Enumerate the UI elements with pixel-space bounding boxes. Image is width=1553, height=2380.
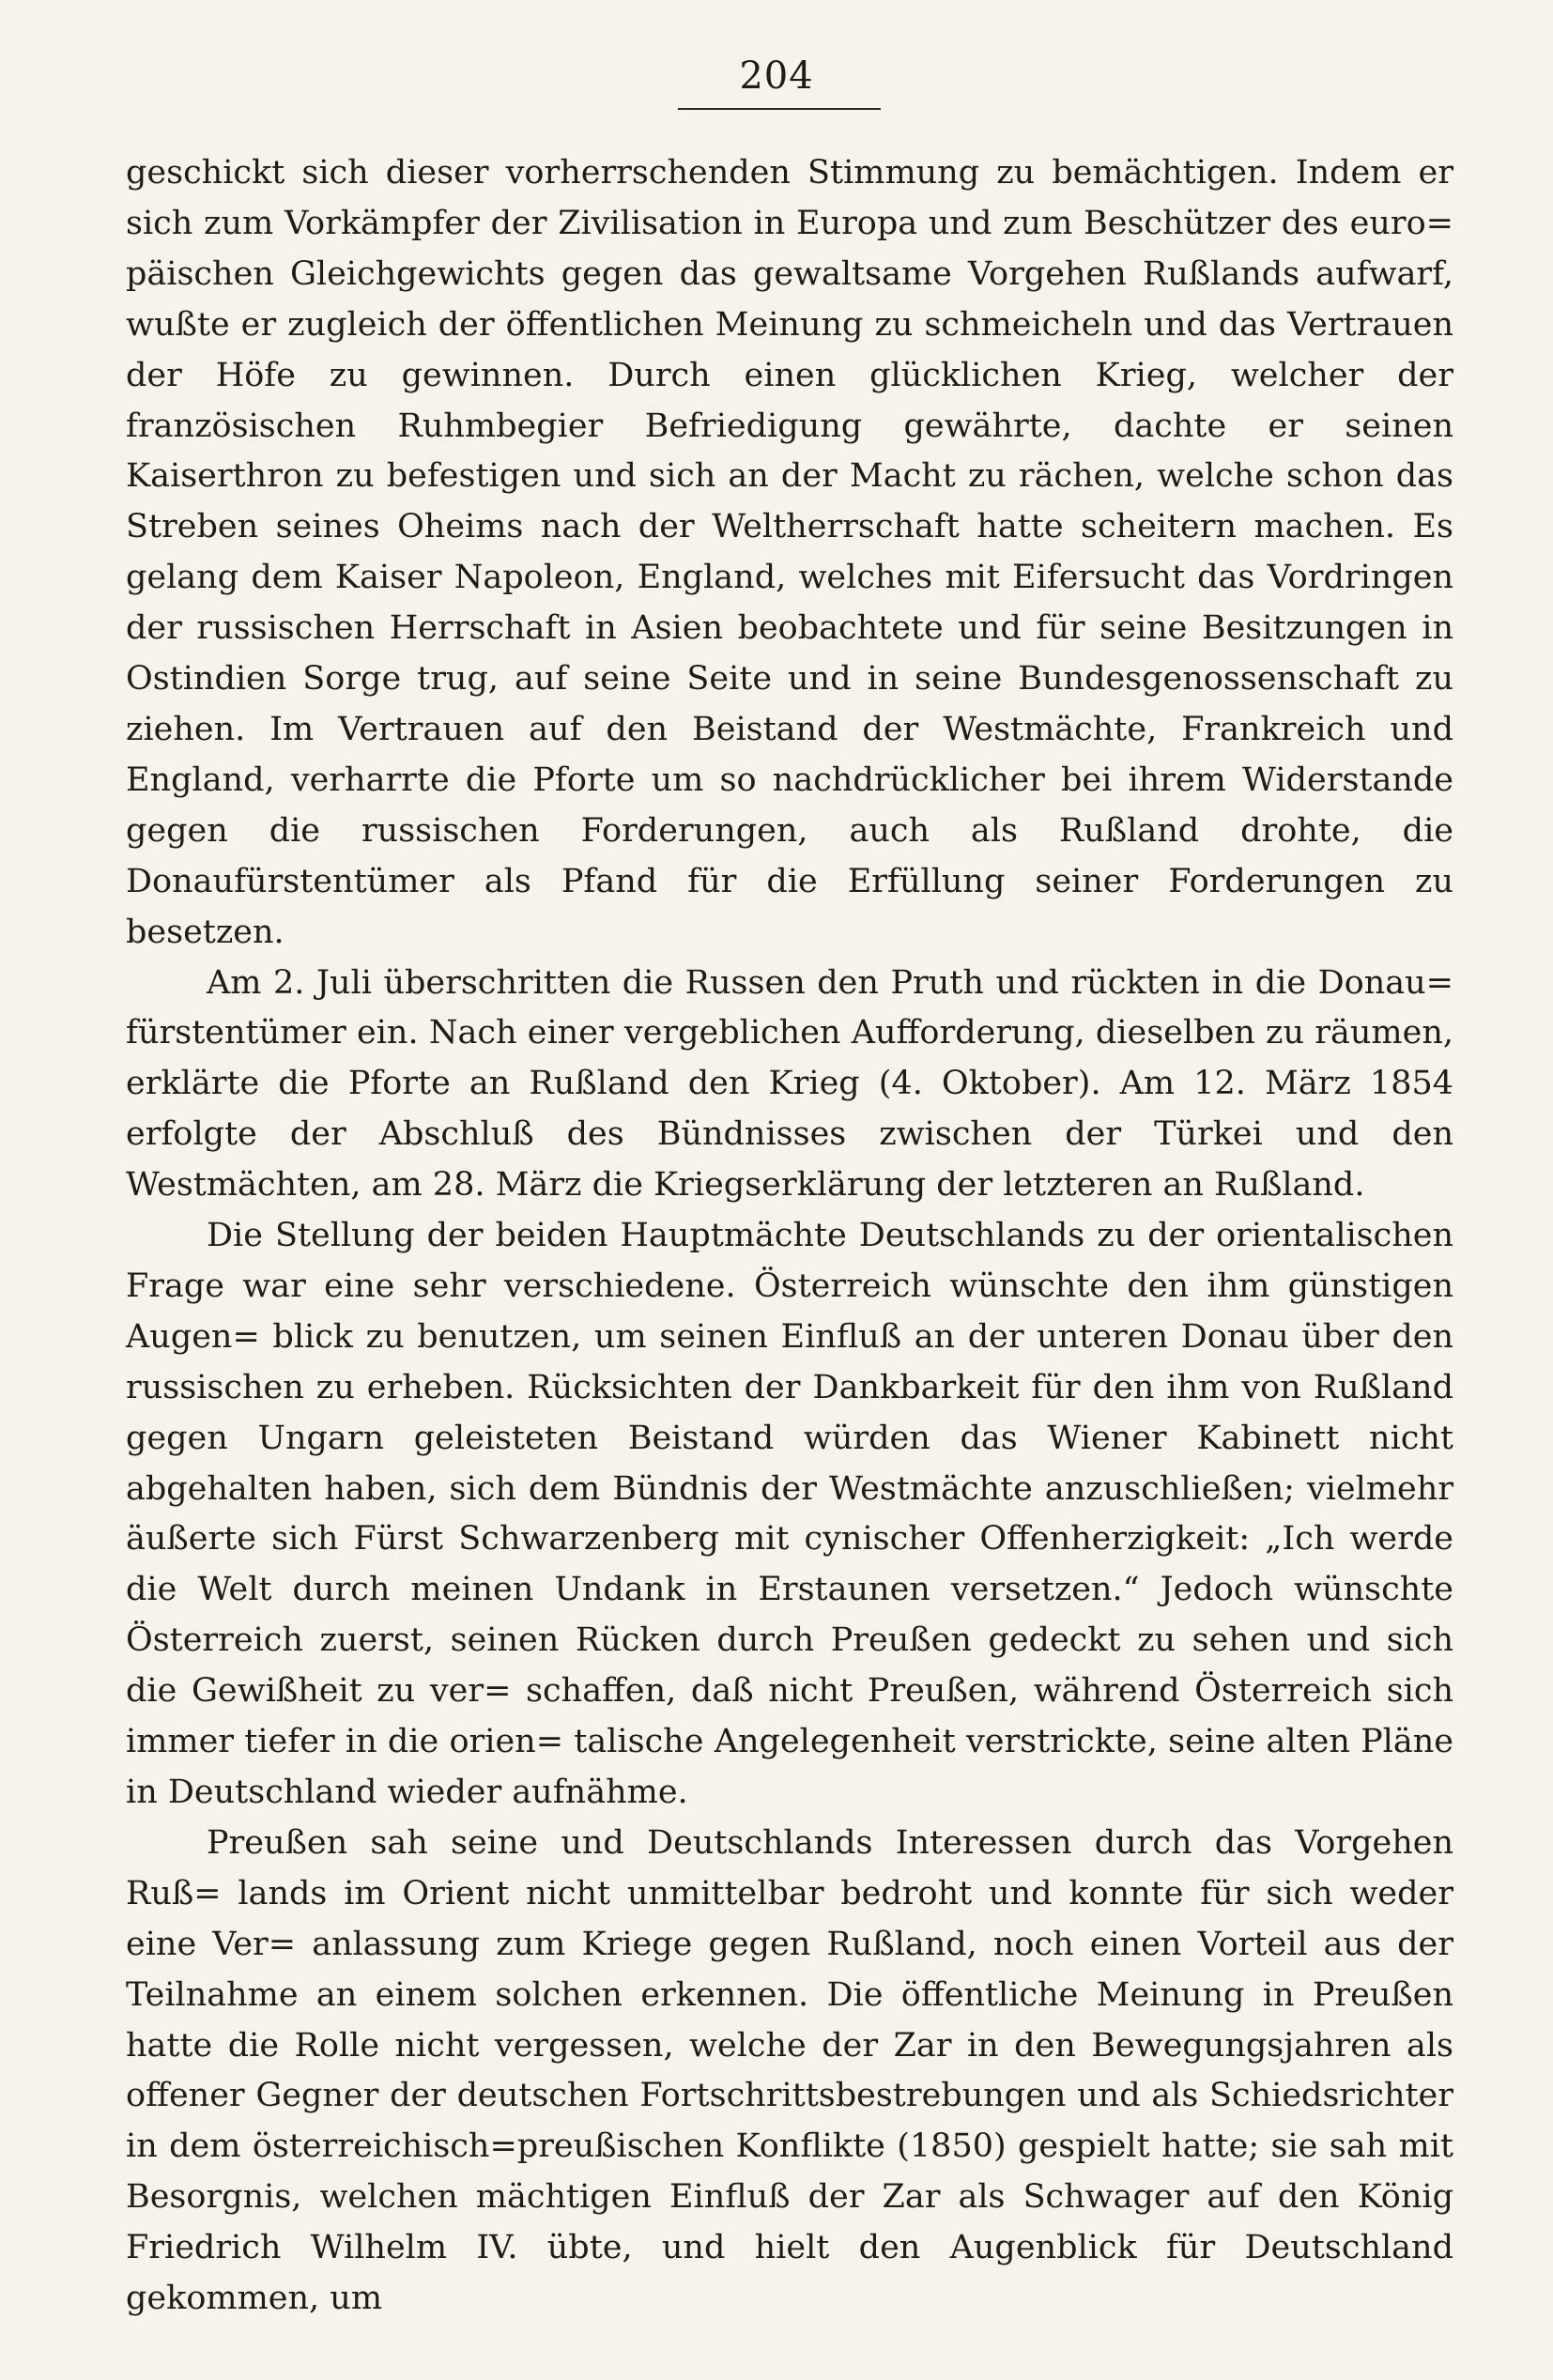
header-rule xyxy=(678,108,881,110)
page-number: 204 xyxy=(739,54,814,98)
paragraph-2: Am 2. Juli überschritten die Russen den Pruth und rückten in die Donau= fürstentümer ein. Nach einer vergeblichen Aufforderung, dieselben zu räumen, erklärte die Pforte an Rußland den Krieg (4. Oktober). Am 12. März 1854 erfolgte der Abschluß des Bündnisses zwischen der Türkei und den Westmächten, am 28. März die Kriegserklärung der letzteren an Rußland. xyxy=(126,963,1453,1205)
paragraph-3: Die Stellung der beiden Hauptmächte Deutschlands zu der orientalischen Frage war eine sehr verschiedene. Österreich wünschte den ihm günstigen Augen= blick zu benutzen, um seinen Einfluß an der unteren Donau über den russischen zu erheben. Rücksichten der Dankbarkeit für den ihm von Rußland gegen Ungarn geleisteten Beistand würden das Wiener Kabinett nicht abgehalten haben, sich dem Bündnis der Westmächte anzuschließen; vielmehr äußerte sich Fürst Schwarzenberg mit cynischer Offenherzigkeit: „Ich werde die Welt durch meinen Undank in Erstaunen versetzen.“ Jedoch wünschte Österreich zuerst, seinen Rücken durch Preußen gedeckt zu sehen und sich die Gewißheit zu ver= schaffen, daß nicht Preußen, während Österreich sich immer tiefer in die orien= talische Angelegenheit verstrickte, seine alten Pläne in Deutschland wieder aufnähme. xyxy=(126,1217,1453,1811)
paragraph-1: geschickt sich dieser vorherrschenden Stimmung zu bemächtigen. Indem er sich zum Vorkämpfer der Zivilisation in Europa und zum Beschützer des euro= päischen Gleichgewichts gegen das gewaltsame Vorgehen Rußlands aufwarf, wußte er zugleich der öffentlichen Meinung zu schmeicheln und das Vertrauen der Höfe zu gewinnen. Durch einen glücklichen Krieg, welcher der französischen Ruhmbegier Befriedigung gewährte, dachte er seinen Kaiserthron zu befestigen und sich an der Macht zu rächen, welche schon das Streben seines Oheims nach der Weltherrschaft hatte scheitern machen. Es gelang dem Kaiser Napoleon, England, welches mit Eifersucht das Vordringen der russischen Herrschaft in Asien beobachtete und für seine Besitzungen in Ostindien Sorge trug, auf seine Seite und in seine Bundesgenossenschaft zu ziehen. Im Vertrauen auf den Beistand der Westmächte, Frankreich und England, verharrte die Pforte um so nachdrücklicher bei ihrem Widerstande gegen die russischen Forderungen, auch als Rußland drohte, die Donaufürstentümer als Pfand für die Erfüllung seiner Forderungen zu besetzen. xyxy=(126,154,1453,951)
body-text xyxy=(126,148,1453,2325)
paragraph-4: Preußen sah seine und Deutschlands Interessen durch das Vorgehen Ruß= lands im Orient nicht unmittelbar bedroht und konnte für sich weder eine Ver= anlassung zum Kriege gegen Rußland, noch einen Vorteil aus der Teilnahme an einem solchen erkennen. Die öffentliche Meinung in Preußen hatte die Rolle nicht vergessen, welche der Zar in den Bewegungsjahren als offener Gegner der deutschen Fortschrittsbestrebungen und als Schiedsrichter in dem österreichisch=preußischen Konflikte (1850) gespielt hatte; sie sah mit Besorgnis, welchen mächtigen Einfluß der Zar als Schwager auf den König Friedrich Wilhelm IV. übte, und hielt den Augenblick für Deutschland gekommen, um xyxy=(126,1823,1453,2318)
